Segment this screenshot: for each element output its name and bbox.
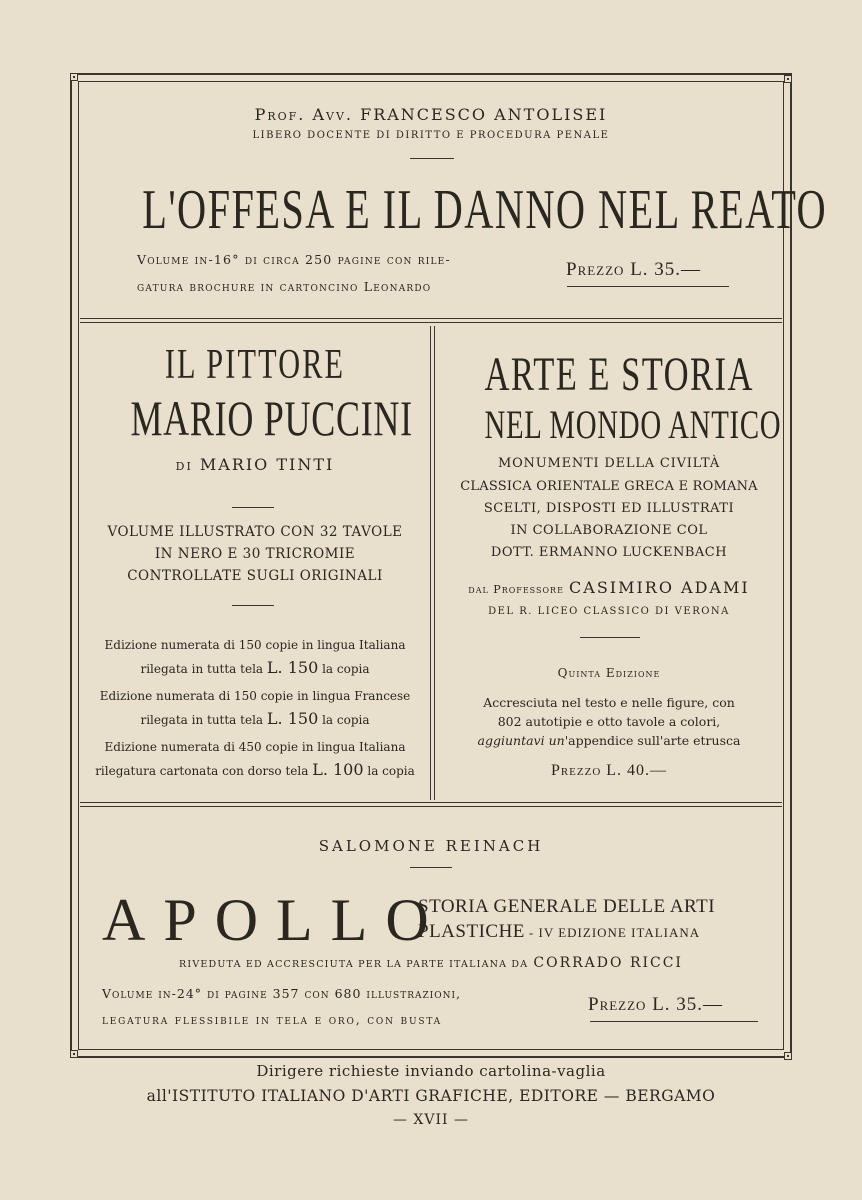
top-desc-line1: Volume in-16° di circa 250 pagine con rile- bbox=[137, 252, 451, 267]
bottom-desc-line2: legatura flessibile in tela e oro, con busta bbox=[102, 1012, 442, 1027]
right-author-prefix: dal Professore bbox=[468, 583, 564, 596]
bottom-subtitle-line1: STORIA GENERALE DELLE ARTI bbox=[418, 896, 716, 917]
left-edition2-line1: Edizione numerata di 150 copie in lingua Francese bbox=[99, 689, 411, 703]
edition-unit: la copia bbox=[322, 662, 370, 676]
price-underline bbox=[567, 286, 729, 287]
right-edition: Quinta Edizione bbox=[557, 666, 661, 680]
right-title-line2: NEL MONDO ANTICO bbox=[484, 402, 782, 447]
ornament-rule bbox=[232, 507, 274, 508]
edition-price: L. 100 bbox=[312, 760, 364, 779]
left-edition1-line2 bbox=[82, 658, 428, 677]
bottom-author: SALOMONE REINACH bbox=[318, 837, 544, 855]
top-title-wrap bbox=[30, 178, 832, 242]
right-edition-line3 bbox=[436, 733, 782, 748]
right-author: CASIMIRO ADAMI bbox=[569, 578, 750, 597]
edition-unit: la copia bbox=[322, 713, 370, 727]
right-desc-line1: MONUMENTI DELLA CIVILTÀ bbox=[497, 456, 721, 471]
column-divider bbox=[434, 326, 435, 800]
edition-unit: la copia bbox=[367, 764, 415, 778]
right-title-wrap-1 bbox=[436, 348, 782, 402]
edition-binding: rilegata in tutta tela bbox=[140, 713, 264, 727]
top-title: L'OFFESA E IL DANNO NEL REATO bbox=[142, 179, 828, 241]
ornament-rule bbox=[410, 867, 452, 868]
revised-name: CORRADO RICCI bbox=[533, 955, 683, 971]
left-title-line2: MARIO PUCCINI bbox=[130, 390, 413, 446]
ornament-rule bbox=[232, 605, 274, 606]
right-desc-line4: IN COLLABORAZIONE COL bbox=[510, 523, 708, 538]
right-desc-line3: SCELTI, DISPOSTI ED ILLUSTRATI bbox=[483, 501, 735, 516]
top-desc-line2: gatura brochure in cartoncino Leonardo bbox=[137, 279, 432, 294]
left-edition1-line1: Edizione numerata di 150 copie in lingua Italiana bbox=[104, 638, 406, 652]
revised-prefix: RIVEDUTA ED ACCRESCIUTA PER LA PARTE ITALIANA DA bbox=[179, 959, 529, 970]
subtitle-plastiche: PLASTICHE bbox=[418, 921, 525, 942]
left-author: di MARIO TINTI bbox=[175, 455, 335, 474]
bottom-revised-line bbox=[80, 952, 782, 971]
edition-price: L. 150 bbox=[266, 658, 319, 677]
top-price: Prezzo L. 35.— bbox=[566, 259, 702, 280]
right-desc-line2: CLASSICA ORIENTALE GRECA E ROMANA bbox=[460, 479, 758, 494]
edition-italic: aggiuntavi un' bbox=[477, 733, 569, 748]
bottom-desc-line1: Volume in-24° di pagine 357 con 680 illustrazioni, bbox=[102, 986, 462, 1001]
section-divider bbox=[80, 322, 782, 323]
right-title-wrap-2 bbox=[436, 402, 782, 448]
footer-line2: all'ISTITUTO ITALIANO D'ARTI GRAFICHE, EDITORE — BERGAMO bbox=[146, 1087, 716, 1105]
right-author-subtitle: DEL R. LICEO CLASSICO DI VERONA bbox=[488, 606, 730, 617]
left-title-wrap-2 bbox=[82, 390, 428, 446]
bottom-subtitle-line2 bbox=[418, 921, 700, 943]
corner-ornament bbox=[784, 75, 792, 83]
left-desc-line3: CONTROLLATE SUGLI ORIGINALI bbox=[127, 568, 383, 584]
right-title-line1: ARTE E STORIA bbox=[484, 348, 754, 401]
top-author-subtitle: LIBERO DOCENTE DI DIRITTO E PROCEDURA PENALE bbox=[252, 130, 610, 141]
footer-line1: Dirigere richieste inviando cartolina-vaglia bbox=[256, 1062, 606, 1080]
subtitle-edition: - IV EDIZIONE ITALIANA bbox=[528, 925, 701, 940]
left-edition3-line1: Edizione numerata di 450 copie in lingua Italiana bbox=[104, 740, 406, 754]
section-divider bbox=[80, 802, 782, 803]
left-desc-line1: VOLUME ILLUSTRATO CON 32 TAVOLE bbox=[107, 524, 403, 540]
edition-text: appendice sull'arte etrusca bbox=[568, 733, 741, 748]
bottom-price: Prezzo L. 35.— bbox=[588, 994, 724, 1015]
left-title-line1: IL PITTORE bbox=[164, 342, 346, 388]
corner-ornament bbox=[784, 1052, 792, 1060]
right-edition-line2: 802 autotipie e otto tavole a colori, bbox=[497, 714, 721, 729]
right-edition-line1: Accresciuta nel testo e nelle figure, con bbox=[483, 695, 735, 710]
edition-binding: rilegata in tutta tela bbox=[140, 662, 264, 676]
left-title-wrap-1 bbox=[82, 340, 428, 390]
section-divider bbox=[80, 318, 782, 319]
left-edition3-line2 bbox=[82, 760, 428, 779]
corner-ornament bbox=[70, 73, 78, 81]
right-author-line bbox=[436, 578, 782, 597]
price-underline bbox=[590, 1021, 758, 1022]
left-desc-line2: IN NERO E 30 TRICROMIE bbox=[154, 546, 356, 562]
top-author: Prof. Avv. FRANCESCO ANTOLISEI bbox=[254, 105, 608, 124]
bottom-title: APOLLO bbox=[102, 887, 447, 953]
column-divider bbox=[430, 326, 431, 800]
page-number: — XVII — bbox=[392, 1112, 470, 1128]
corner-ornament bbox=[70, 1050, 78, 1058]
left-edition2-line2 bbox=[82, 709, 428, 728]
ornament-rule bbox=[580, 637, 640, 638]
ornament-rule bbox=[410, 158, 454, 159]
right-price: Prezzo L. 40.— bbox=[550, 762, 668, 779]
edition-binding: rilegatura cartonata con dorso tela bbox=[95, 764, 309, 778]
section-divider bbox=[80, 806, 782, 807]
right-desc-line5: DOTT. ERMANNO LUCKENBACH bbox=[490, 545, 728, 560]
edition-price: L. 150 bbox=[266, 709, 319, 728]
